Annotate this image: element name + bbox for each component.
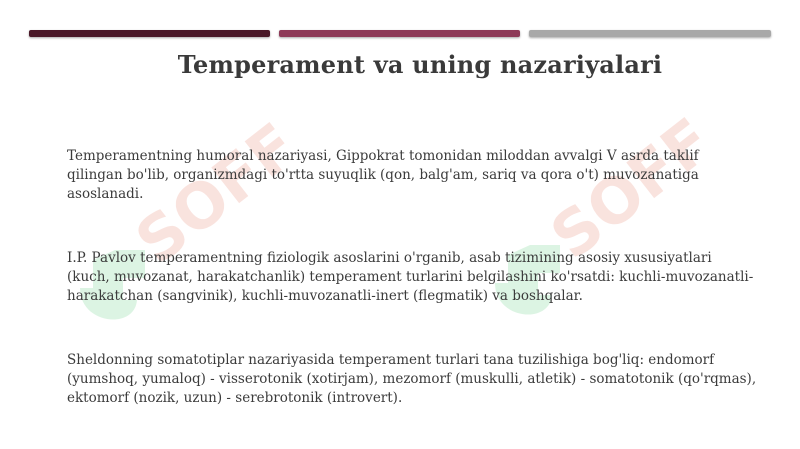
accent-bar-grey — [529, 30, 771, 37]
paragraph-sheldon-theory: Sheldonning somatotiplar nazariyasida temperament turlari tana tuzilishiga bog'liq: endomorf (yumshoq, yumaloq) - visserotonik (xotirjam), mezomorf (muskulli, atletik) - somatotonik (qo'rqmas), ektomorf (nozik, uzun) - serebrotonik (introvert). — [67, 352, 757, 406]
slide-title: Temperament va uning nazariyalari — [177, 50, 663, 79]
watermark-text: SOFF — [537, 105, 720, 274]
paragraph-pavlov-theory: I.P. Pavlov temperamentning fiziologik asoslarini o'rganib, asab tizimining asosiy xususiyatlari (kuch, muvozanat, harakatchanlik) temperament turlarini belgilashini ko'rsatdi: kuchli-muvozanatli-harakatchan (sangvinik), kuchli-muvozanatli-inert (flegmatik) va boshqalar. — [67, 250, 754, 304]
paragraph-humoral-theory: Temperamentning humoral nazariyasi, Gippokrat tomonidan miloddan avvalgi V asrda taklif qilingan bo'lib, organizmdagi to'rtta suyuqlik (qon, balg'am, sariq va qora o't) muvozanatiga asoslanadi. — [67, 148, 699, 202]
accent-bar-mauve — [279, 30, 520, 37]
accent-bar-dark — [29, 30, 270, 37]
watermark-text: SOFF — [122, 110, 305, 279]
